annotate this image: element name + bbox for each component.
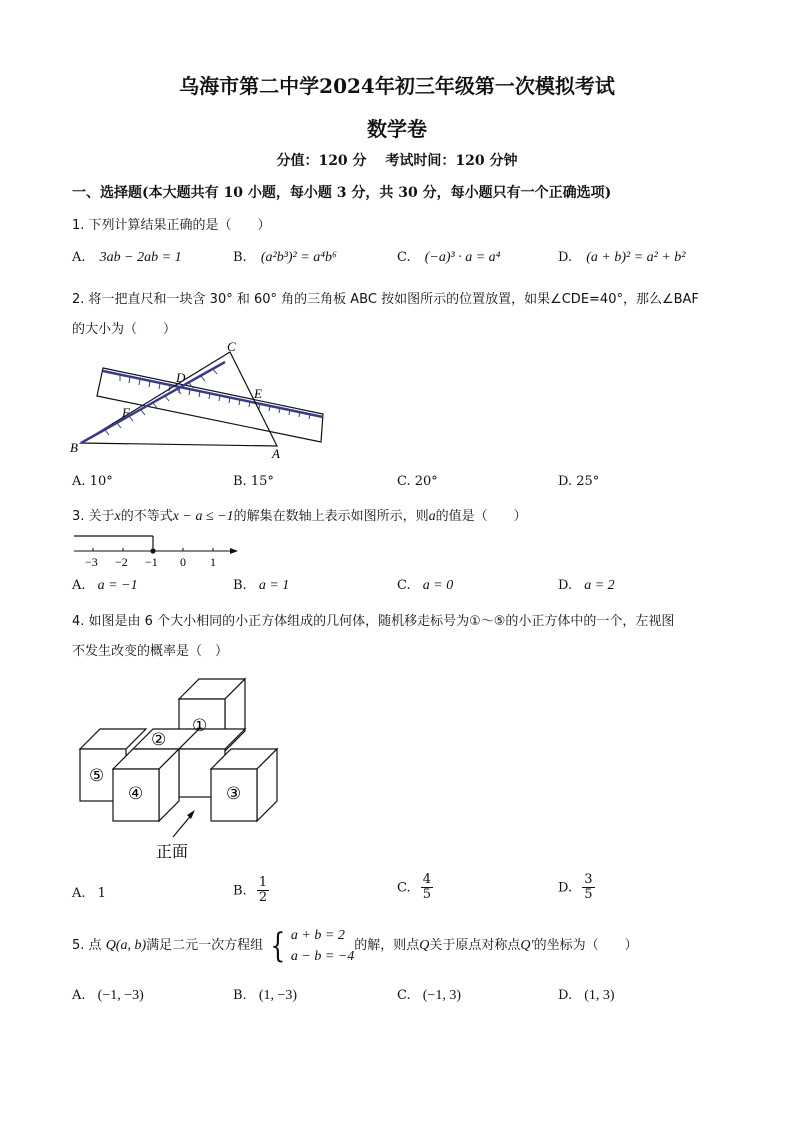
option-expr: (−a)³ · a = a⁴: [424, 250, 501, 265]
option-label: C.: [397, 880, 411, 896]
option-expr: a = −1: [97, 578, 138, 593]
q1-option-c: [397, 250, 501, 266]
label-a: A: [272, 446, 280, 461]
fraction: [582, 873, 594, 903]
cube-figure: [75, 675, 285, 865]
fraction-numerator: 4: [422, 872, 432, 887]
brace-icon: {: [270, 925, 286, 966]
option-label: A.: [72, 250, 86, 265]
option-label: B.: [233, 250, 247, 265]
option-expr: (a²b³)² = a⁴b⁶: [260, 250, 337, 265]
q5-stem-pre: 5. 点: [72, 938, 102, 953]
q4-option-c: [397, 873, 433, 903]
q4-option-d: [558, 873, 595, 903]
option-label: A.: [72, 474, 86, 489]
q3-option-b: [233, 578, 289, 594]
q5-option-b: [233, 988, 297, 1004]
q1-stem: 1. 下列计算结果正确的是（ ）: [72, 218, 271, 233]
q1-option-a: [72, 250, 182, 266]
fraction-denominator: 5: [584, 887, 593, 903]
option-label: C.: [397, 474, 411, 489]
option-value: 10°: [89, 474, 113, 489]
option-label: B.: [233, 578, 247, 593]
option-value: 25°: [576, 474, 600, 489]
option-expr: a = 1: [258, 578, 290, 593]
option-value: (1, −3): [258, 988, 298, 1003]
q2-option-b: [233, 474, 274, 489]
front-label: 正面: [156, 844, 189, 861]
tick-label: −1: [145, 555, 158, 569]
tick-label: −3: [85, 555, 98, 569]
section-heading: 一、选择题(本大题共有 10 小题，每小题 3 分，共 30 分，每小题只有一个正确选项): [72, 185, 612, 201]
option-value: 15°: [250, 474, 274, 489]
q2-stem-line2: 的大小为（ ）: [72, 322, 177, 337]
equation-system: [267, 925, 354, 967]
q3-option-a: [72, 578, 138, 594]
q1-option-d: [558, 250, 686, 266]
label-b: B: [70, 440, 78, 455]
option-label: D.: [558, 988, 573, 1003]
q3-stem-mid: 的不等式: [120, 509, 173, 524]
label-e: E: [254, 386, 262, 401]
q4-stem-line2: 不发生改变的概率是（ ）: [72, 644, 229, 659]
option-value: (1, 3): [584, 988, 615, 1003]
option-label: A.: [72, 988, 86, 1003]
cube-label-5: ⑤: [89, 766, 105, 785]
q2-option-d: [558, 474, 599, 489]
tick-label: −2: [115, 555, 128, 569]
cube-label-1: ①: [192, 716, 208, 735]
q4-stem-line1: 4. 如图是由 6 个大小相同的小正方体组成的几何体，随机移走标号为①～⑤的小正方体中的一个，左视图: [72, 614, 675, 629]
q2-option-a: [72, 474, 113, 489]
q5-point: Q(a, b): [105, 938, 147, 953]
q3-stem: [72, 505, 527, 525]
q2-stem-line1: 2. 将一把直尺和一块含 30° 和 60° 角的三角板 ABC 按如图所示的位置放置，如果∠CDE=40°，那么∠BAF: [72, 292, 699, 307]
q3-var-x: x: [114, 509, 121, 524]
q3-stem-post: 的解集在数轴上表示如图所示，则: [233, 509, 429, 524]
option-expr: a = 0: [422, 578, 454, 593]
option-label: D.: [558, 250, 573, 265]
q5-var-q-prime: Q′: [520, 938, 534, 953]
option-label: C.: [397, 578, 411, 593]
option-label: B.: [233, 474, 247, 489]
page-subtitle: 数学卷: [367, 117, 427, 141]
number-line-arrow: [230, 548, 238, 554]
option-value: (−1, −3): [97, 988, 144, 1003]
option-label: B.: [233, 988, 247, 1003]
option-label: C.: [397, 988, 411, 1003]
option-value: 20°: [414, 474, 438, 489]
equation-2: a − b = −4: [290, 948, 355, 964]
q5-stem-post2: 关于原点对称点: [429, 938, 521, 953]
q2-option-c: [397, 474, 438, 489]
label-d: D: [176, 370, 186, 385]
q5-stem-end: 的坐标为（ ）: [533, 938, 638, 953]
q4-option-b: [233, 876, 269, 906]
fraction-numerator: 1: [258, 875, 268, 890]
q5-option-a: [72, 988, 144, 1004]
number-line: [70, 530, 245, 572]
q5-stem: [72, 924, 638, 968]
q3-var-a: a: [428, 509, 436, 524]
option-label: B.: [233, 883, 247, 899]
q3-option-c: [397, 578, 453, 594]
fraction-numerator: 3: [584, 872, 593, 887]
tick-label: 0: [180, 555, 186, 569]
cube-label-4: ④: [128, 784, 144, 803]
option-value: (−1, 3): [422, 988, 461, 1003]
q4-option-a: [72, 886, 106, 901]
q3-stem-end: 的值是（ ）: [435, 509, 527, 524]
q5-var-q: Q: [419, 938, 430, 953]
q3-inequality: x − a ≤ −1: [172, 509, 234, 524]
option-label: D.: [558, 578, 573, 593]
page-title: 乌海市第二中学2024年初三年级第一次模拟考试: [179, 74, 615, 98]
q5-option-d: [558, 988, 615, 1004]
q5-stem-post: 的解，则点: [354, 938, 420, 953]
fraction-denominator: 2: [258, 890, 268, 906]
q5-option-c: [397, 988, 461, 1004]
fraction-denominator: 5: [422, 887, 432, 903]
ruler-triangle-figure: [65, 340, 340, 465]
tick-label: 1: [210, 555, 216, 569]
option-label: A.: [72, 578, 86, 593]
equation-1: a + b = 2: [290, 927, 345, 943]
option-expr: 3ab − 2ab = 1: [99, 250, 182, 265]
q3-option-d: [558, 578, 615, 594]
fraction: [421, 873, 433, 903]
option-label: D.: [558, 474, 573, 489]
option-value: 1: [97, 886, 106, 901]
front-arrow-head: [187, 810, 195, 819]
q3-stem-pre: 3. 关于: [72, 509, 115, 524]
option-label: C.: [397, 250, 411, 265]
label-f: F: [122, 405, 130, 420]
q5-stem-mid: 满足二元一次方程组: [146, 938, 264, 953]
option-label: D.: [558, 880, 573, 896]
q1-option-b: [233, 250, 337, 266]
label-c: C: [227, 340, 236, 354]
cube-label-3: ③: [226, 784, 242, 803]
option-expr: a = 2: [584, 578, 615, 593]
option-expr: (a + b)² = a² + b²: [586, 250, 686, 265]
fraction: [257, 876, 269, 906]
exam-info: 分值：120 分 考试时间：120 分钟: [276, 153, 518, 169]
ruler-shape: [97, 368, 323, 442]
cube-label-2: ②: [151, 730, 167, 749]
option-label: A.: [72, 886, 86, 901]
